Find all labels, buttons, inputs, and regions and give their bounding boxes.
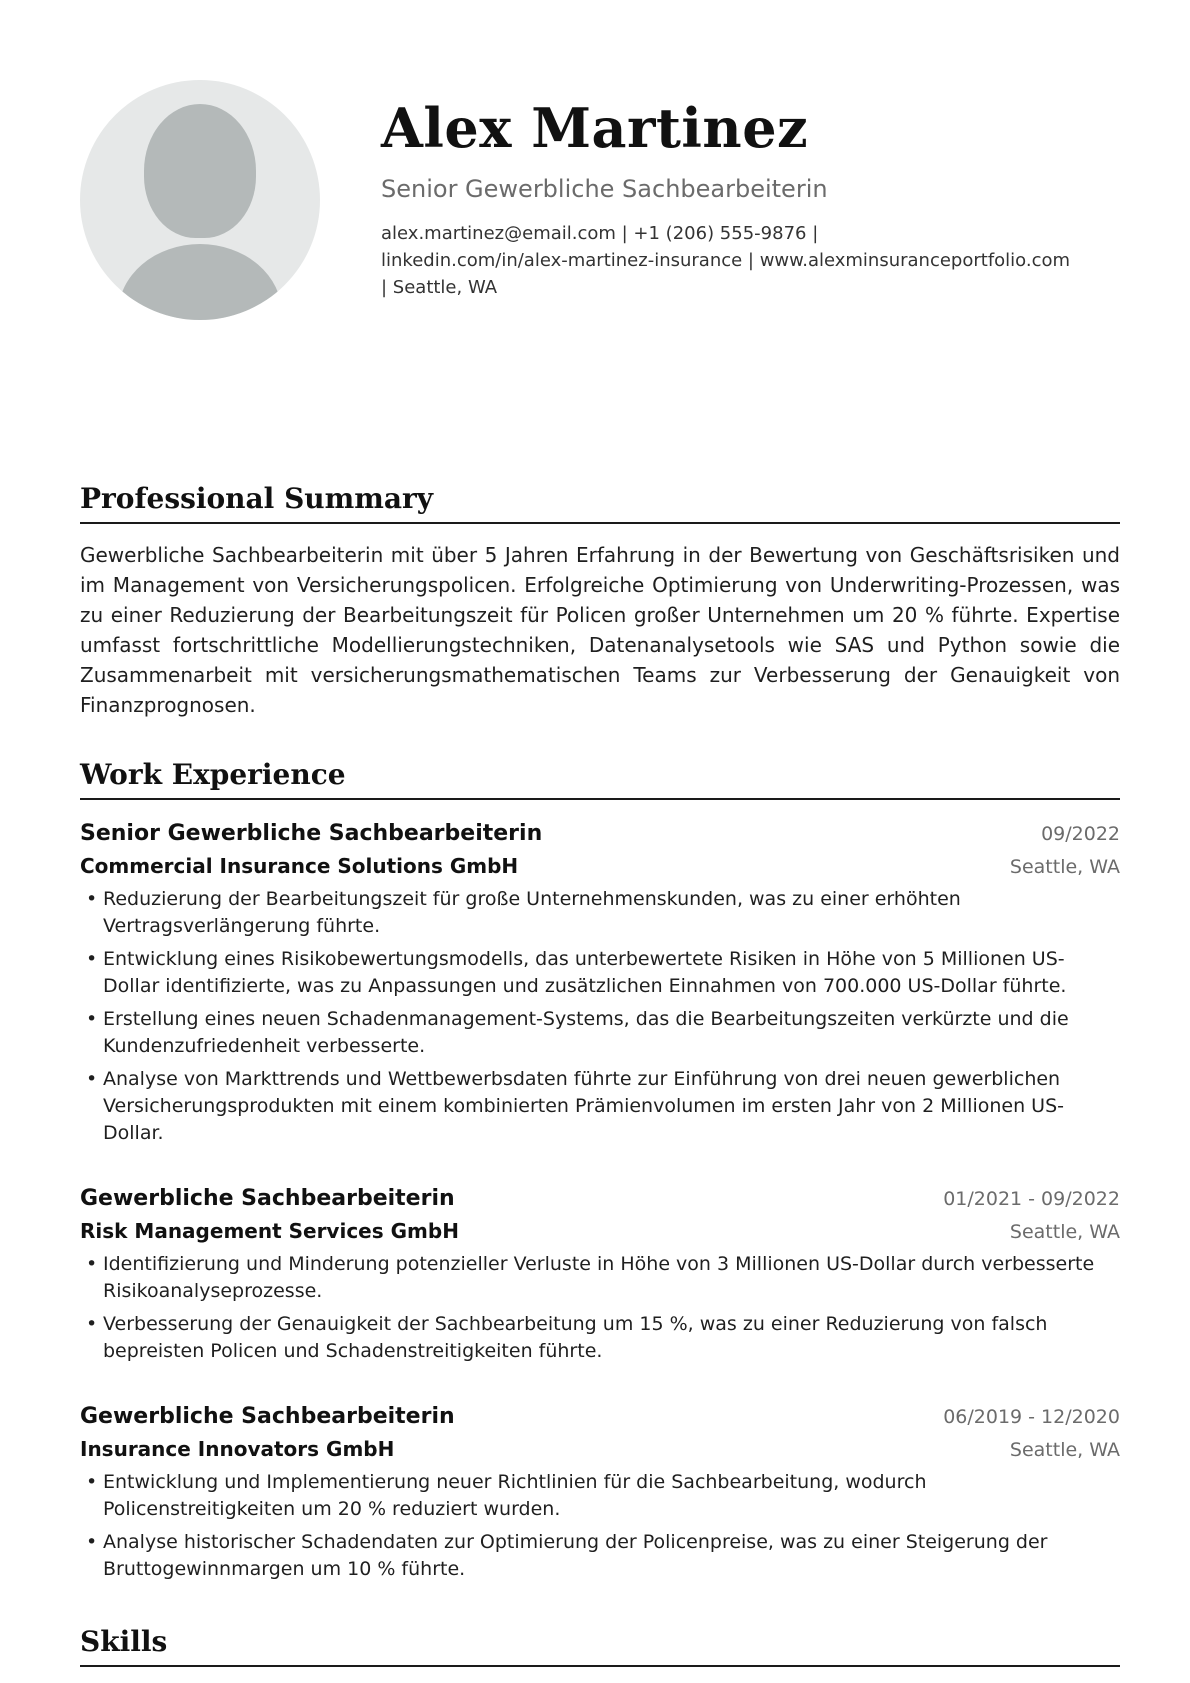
job-location: Seattle, WA — [1009, 1221, 1120, 1243]
job-company: Risk Management Services GmbH — [80, 1219, 459, 1243]
bullet-dot-icon: • — [86, 1531, 98, 1553]
contact-line-3: | Seattle, WA — [381, 277, 498, 298]
work-experience-heading: Work Experience — [80, 758, 1120, 800]
job-bullet — [80, 946, 1120, 1000]
job-bullet-text: Erstellung eines neuen Schadenmanagement-Systems, das die Bearbeitungszeiten verkürzte und die Kundenzufriedenheit verbesserte. — [103, 1008, 1069, 1057]
bullet-dot-icon: • — [86, 1068, 98, 1090]
job-title: Gewerbliche Sachbearbeiterin — [80, 1404, 455, 1429]
job-bullet — [80, 886, 1120, 940]
bullet-dot-icon: • — [86, 1471, 98, 1493]
avatar-body-shape — [118, 244, 282, 320]
job-bullets — [80, 886, 1120, 1147]
bullet-dot-icon: • — [86, 888, 98, 910]
job-title-row — [80, 818, 1120, 850]
job-bullet — [80, 1066, 1120, 1147]
summary-text: Gewerbliche Sachbearbeiterin mit über 5 Jahren Erfahrung in der Bewertung von Geschäftsrisiken und im Management von Versicherungspolicen. Erfolgreiche Optimierung von Underwriting-Prozessen, was zu einer Reduzierung der Bearbeitungszeit für Policen großer Unternehmen um 20 % führte. Expertise umfasst fortschrittliche Modellierungstechniken, Datenanalysetools wie SAS und Python sowie die Zusammenarbeit mit versicherungsmathematischen Teams zur Verbesserung der Genauigkeit von Finanzprognosen. — [80, 543, 1120, 717]
contact-line-1: alex.martinez@email.com | +1 (206) 555-9876 | — [381, 223, 819, 244]
job-bullet-text: Entwicklung und Implementierung neuer Richtlinien für die Sachbearbeitung, wodurch Policenstreitigkeiten um 20 % reduziert wurden. — [103, 1471, 927, 1520]
bullet-dot-icon: • — [86, 1008, 98, 1030]
job-bullet-text: Analyse historischer Schadendaten zur Optimierung der Policenpreise, was zu einer Steigerung der Bruttogewinnmargen um 10 % führte. — [103, 1531, 1048, 1580]
job-bullet-text: Identifizierung und Minderung potenzieller Verluste in Höhe von 3 Millionen US-Dollar durch verbesserte Risikoanalyseprozesse. — [103, 1253, 1095, 1302]
candidate-name: Alex Martinez — [381, 96, 809, 160]
job-company-row — [80, 850, 1120, 882]
job-bullet — [80, 1469, 1120, 1523]
job-title-row — [80, 1401, 1120, 1433]
job-entry — [80, 1401, 1120, 1583]
job-bullet-text: Verbesserung der Genauigkeit der Sachbearbeitung um 15 %, was zu einer Reduzierung von falsch bepreisten Policen und Schadenstreitigkeiten führte. — [103, 1313, 1048, 1362]
skills-heading: Skills — [80, 1625, 1120, 1667]
resume-header — [80, 80, 1120, 340]
job-entry — [80, 818, 1120, 1147]
avatar-placeholder-icon — [80, 80, 320, 320]
avatar-head-shape — [144, 104, 256, 238]
job-bullets — [80, 1469, 1120, 1583]
job-dates: 06/2019 - 12/2020 — [943, 1406, 1120, 1428]
job-bullet — [80, 1311, 1120, 1365]
job-dates: 01/2021 - 09/2022 — [943, 1188, 1120, 1210]
skills-section — [80, 1625, 1120, 1667]
job-title: Gewerbliche Sachbearbeiterin — [80, 1186, 455, 1211]
summary-section — [80, 482, 1120, 720]
job-dates: 09/2022 — [1041, 823, 1120, 845]
candidate-title: Senior Gewerbliche Sachbearbeiterin — [381, 175, 828, 203]
work-experience-section — [80, 758, 1120, 1583]
job-bullet — [80, 1251, 1120, 1305]
job-company: Insurance Innovators GmbH — [80, 1437, 395, 1461]
job-bullet — [80, 1529, 1120, 1583]
job-location: Seattle, WA — [1009, 856, 1120, 878]
bullet-dot-icon: • — [86, 1253, 98, 1275]
job-title-row — [80, 1183, 1120, 1215]
bullet-dot-icon: • — [86, 1313, 98, 1335]
job-bullet-text: Reduzierung der Bearbeitungszeit für große Unternehmenskunden, was zu einer erhöhten Vertragsverlängerung führte. — [103, 888, 961, 937]
job-company: Commercial Insurance Solutions GmbH — [80, 854, 519, 878]
job-company-row — [80, 1433, 1120, 1465]
job-bullet — [80, 1006, 1120, 1060]
job-entry — [80, 1183, 1120, 1365]
job-location: Seattle, WA — [1009, 1439, 1120, 1461]
job-bullet-text: Entwicklung eines Risikobewertungsmodells, das unterbewertete Risiken in Höhe von 5 Millionen US-Dollar identifizierte, was zu Anpassungen und zusätzlichen Einnahmen von 700.000 US-Dollar führte. — [103, 948, 1067, 997]
summary-heading: Professional Summary — [80, 482, 1120, 524]
job-company-row — [80, 1215, 1120, 1247]
job-title: Senior Gewerbliche Sachbearbeiterin — [80, 821, 543, 846]
identity-block — [381, 80, 1120, 301]
contact-line-2: linkedin.com/in/alex-martinez-insurance | www.alexminsuranceportfolio.com — [381, 250, 1071, 271]
job-bullets — [80, 1251, 1120, 1365]
contact-info — [381, 220, 1120, 301]
bullet-dot-icon: • — [86, 948, 98, 970]
job-bullet-text: Analyse von Markttrends und Wettbewerbsdaten führte zur Einführung von drei neuen gewerblichen Versicherungsprodukten mit einem kombinierten Prämienvolumen im ersten Jahr von 2 Millionen US-Dollar. — [103, 1068, 1065, 1144]
